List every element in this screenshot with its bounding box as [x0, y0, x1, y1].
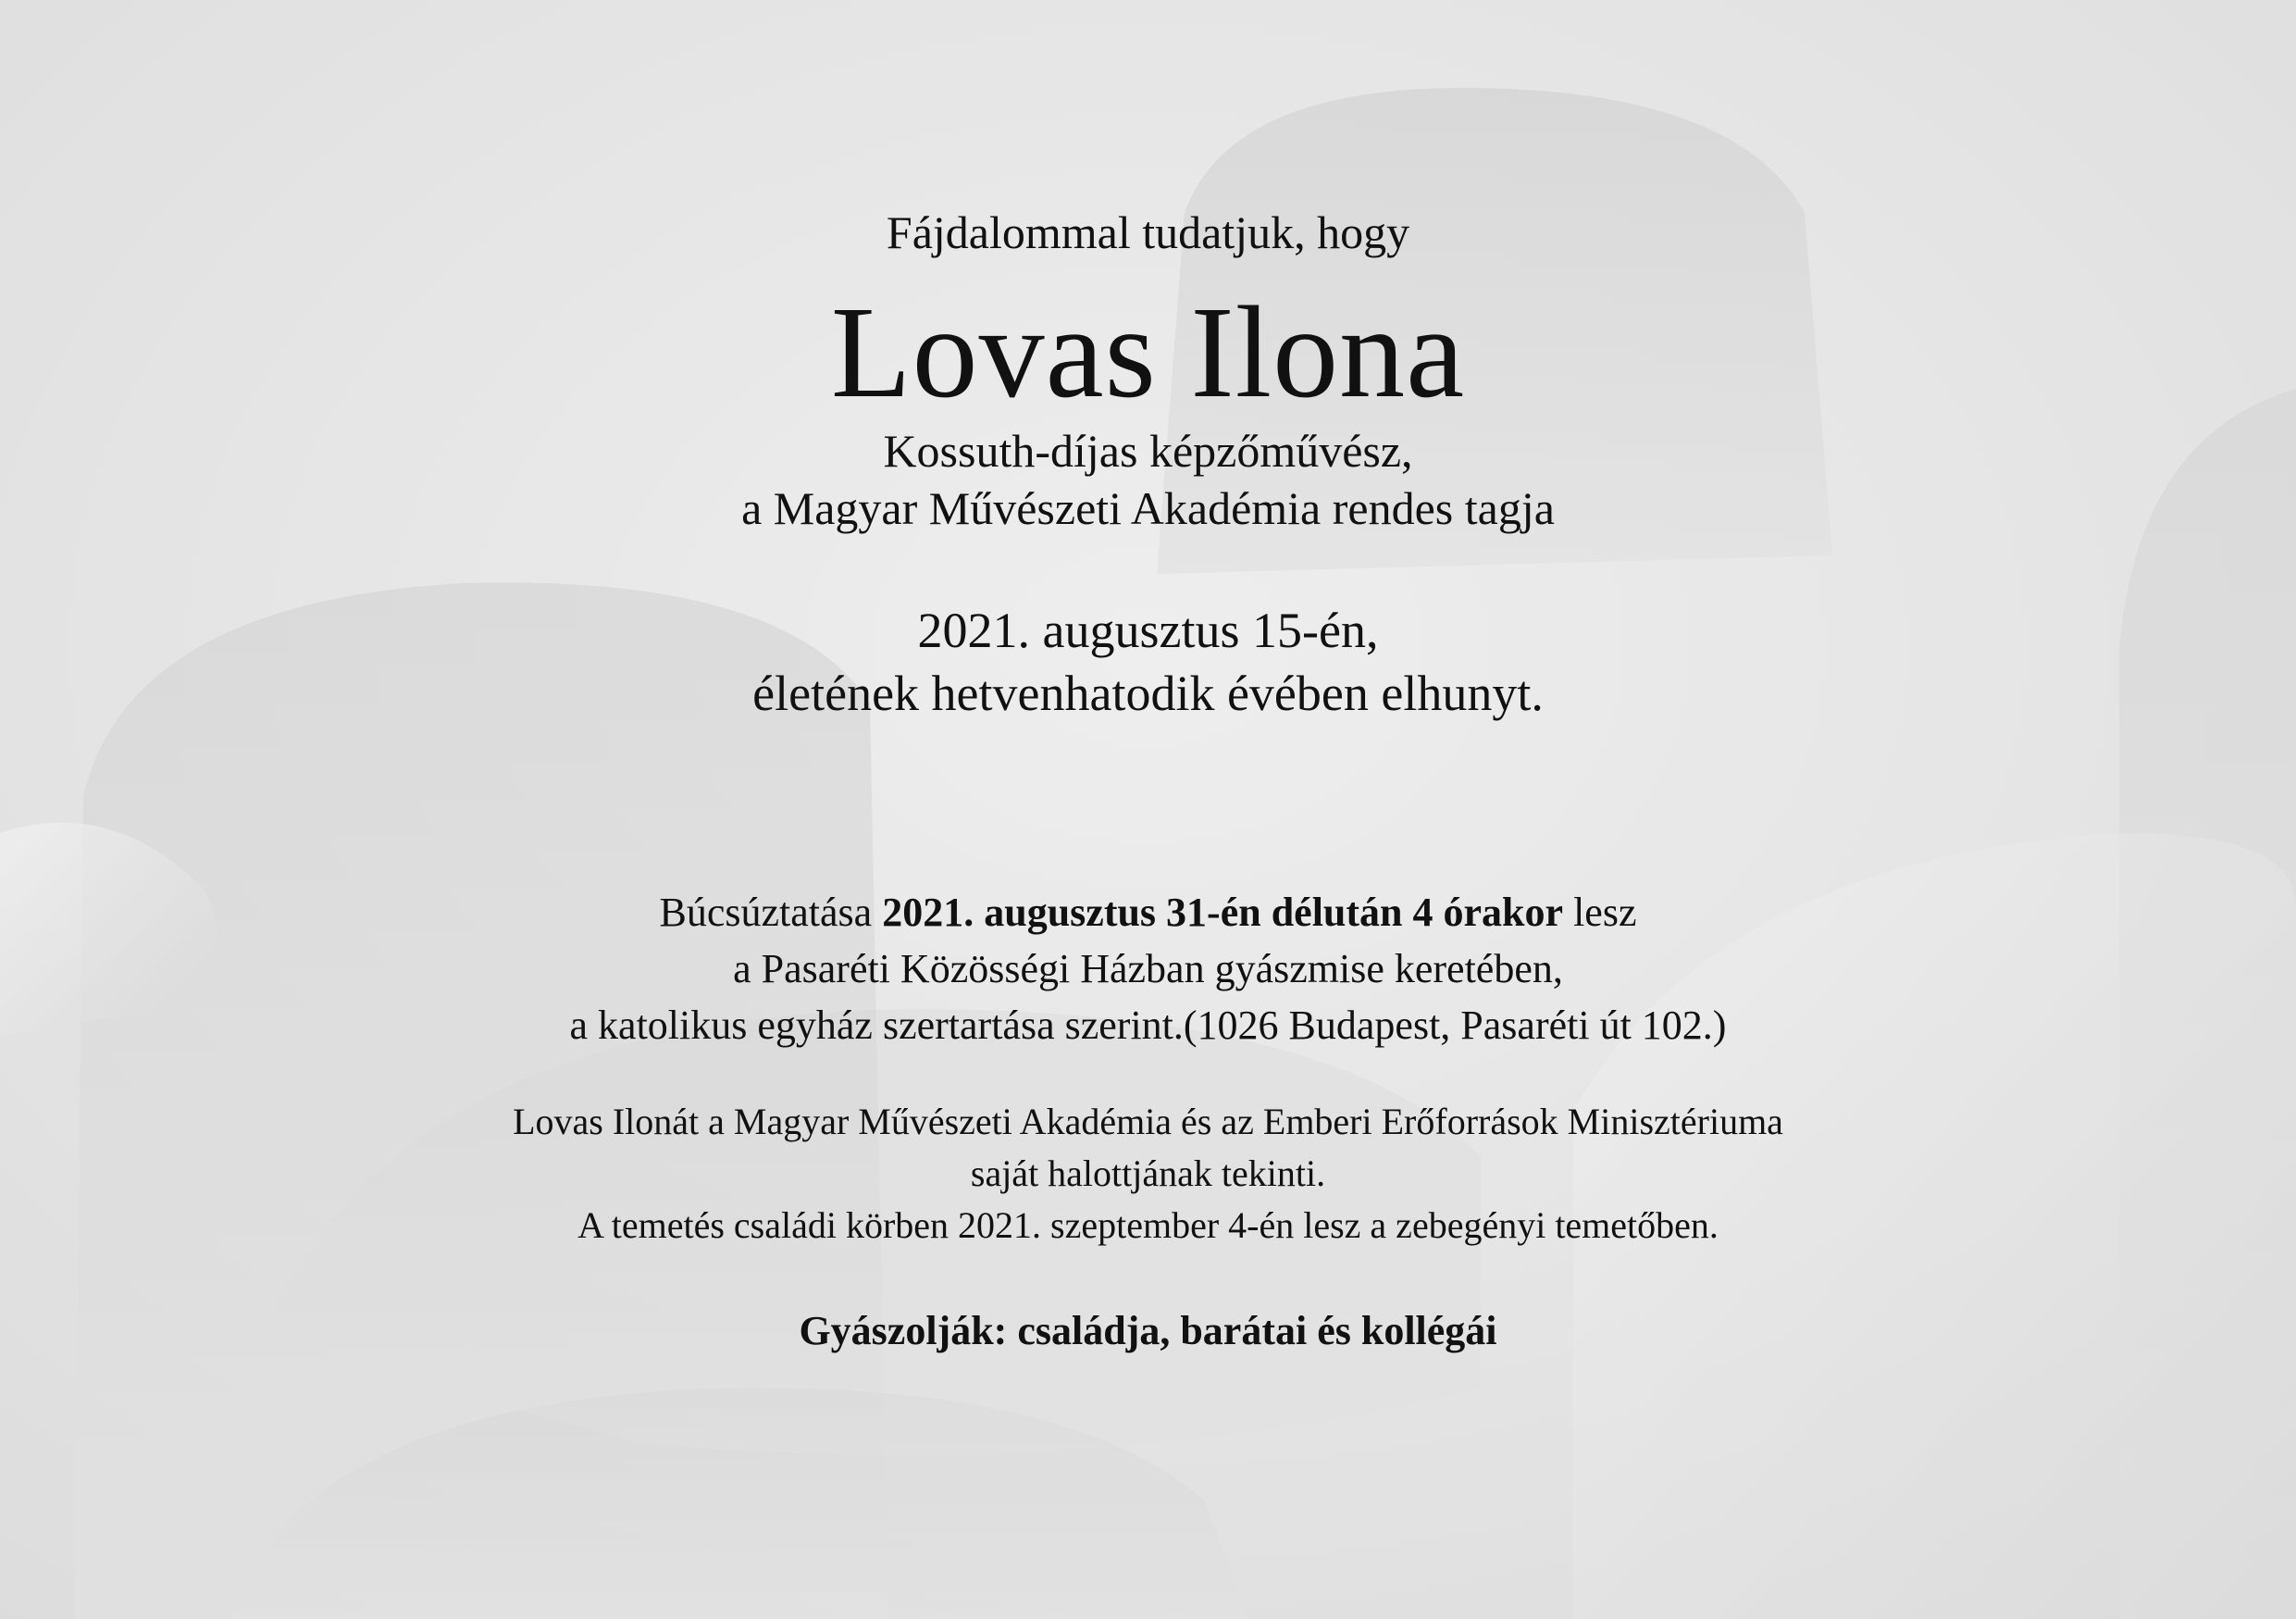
funeral-line-2: a Pasaréti Közösségi Házban gyászmise keretében,: [733, 946, 1563, 991]
note-line-1: Lovas Ilonát a Magyar Művészeti Akadémia és az Emberi Erőforrások Minisztériuma: [513, 1101, 1783, 1142]
funeral-line-3: a katolikus egyház szertartása szerint.(1026 Budapest, Pasaréti út 102.): [569, 1003, 1727, 1048]
funeral-suffix: lesz: [1573, 890, 1637, 935]
funeral-datetime: 2021. augusztus 31-én délután 4 órakor: [882, 890, 1564, 935]
death-date: 2021. augusztus 15-én,: [917, 603, 1379, 658]
mourners-line: Gyászolják: családja, barátai és kollégái: [799, 1308, 1497, 1353]
funeral-line-1: [0, 889, 2296, 936]
death-line: életének hetvenhatodik évében elhunyt.: [752, 666, 1544, 721]
title-line-2: a Magyar Művészeti Akadémia rendes tagja: [741, 482, 1555, 534]
note-line-2: saját halottjának tekinti.: [970, 1152, 1326, 1194]
title-line-1: Kossuth-díjas képzőművész,: [883, 425, 1413, 477]
funeral-prefix: Búcsúztatása: [659, 890, 873, 935]
note-line-3: A temetés családi körben 2021. szeptember 4-én lesz a zebegényi temetőben.: [577, 1204, 1719, 1246]
intro-text: Fájdalommal tudatjuk, hogy: [886, 206, 1410, 258]
deceased-name: Lovas Ilona: [830, 279, 1466, 425]
